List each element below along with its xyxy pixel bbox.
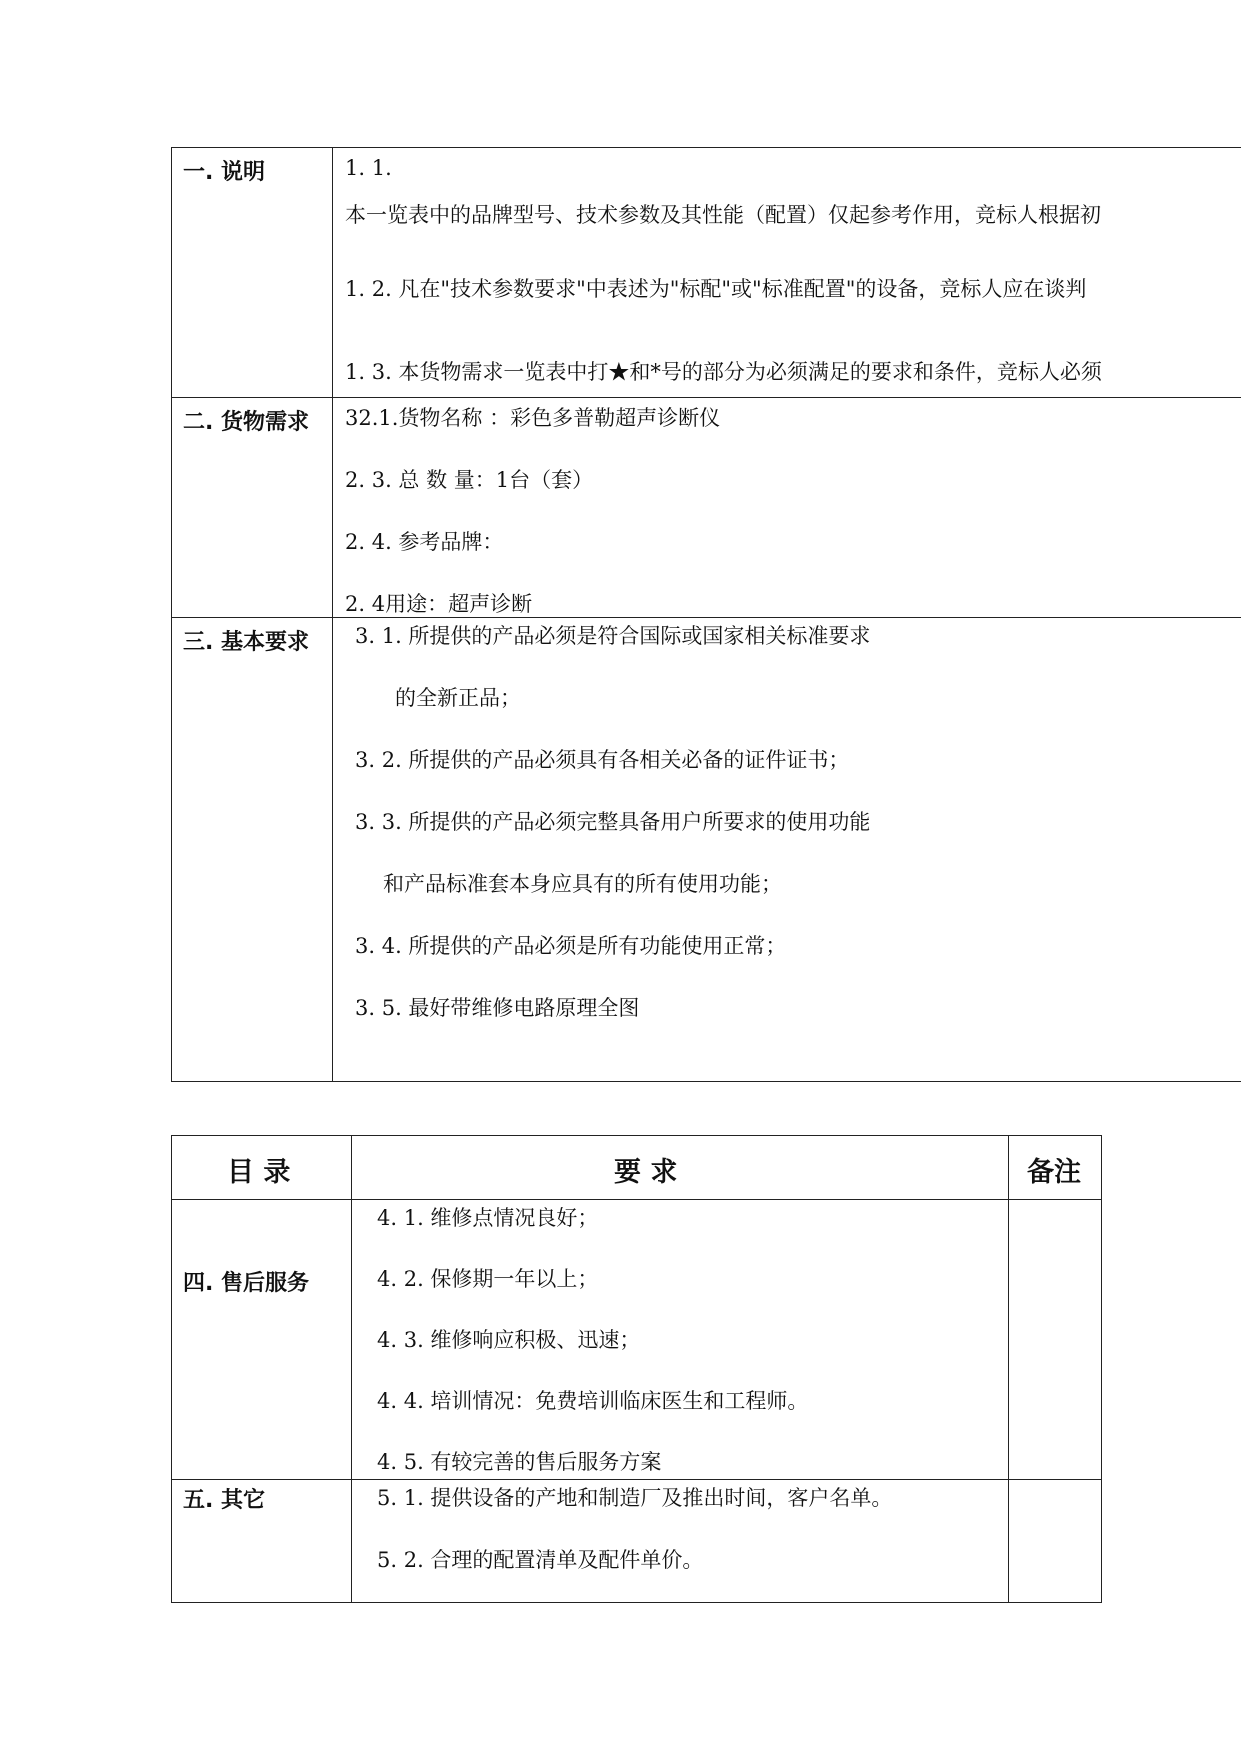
basic-line-6: 3. 4. 所提供的产品必须是所有功能使用正常；: [355, 934, 787, 958]
header-catalog: 目 录: [227, 1157, 291, 1188]
basic-line-1: 3. 1. 所提供的产品必须是符合国际或国家相关标准要求: [355, 624, 871, 648]
basic-line-4: 3. 3. 所提供的产品必须完整具备用户所要求的使用功能: [355, 810, 871, 834]
others-line-1: 5. 1. 提供设备的产地和制造厂及推出时间，客户名单。: [377, 1486, 893, 1510]
explanation-line-1: 1. 1.: [345, 156, 392, 180]
row-divider: [172, 1199, 1101, 1200]
others-line-2: 5. 2. 合理的配置清单及配件单价。: [377, 1548, 704, 1572]
explanation-content: [333, 148, 1241, 397]
table-row-explanation: [171, 147, 1241, 397]
goods-line-3: 2. 4. 参考品牌：: [345, 530, 504, 554]
explanation-line-2: 本一览表中的品牌型号、技术参数及其性能（配置）仅起参考作用，竞标人根据初: [345, 203, 1101, 227]
category-after-sales: 四. 售后服务: [183, 1271, 310, 1296]
basic-line-7: 3. 5. 最好带维修电路原理全图: [355, 996, 640, 1020]
after-sales-line-3: 4. 3. 维修响应积极、迅速；: [377, 1328, 641, 1352]
category-others: 五. 其它: [183, 1488, 266, 1513]
basic-line-5: 和产品标准套本身应具有的所有使用功能；: [383, 872, 782, 896]
row-divider: [172, 1479, 1101, 1480]
table-row-goods: [171, 397, 1241, 617]
explanation-line-4: 1. 3. 本货物需求一览表中打★和*号的部分为必须满足的要求和条件，竞标人必须: [345, 360, 1102, 384]
requirements-table: [171, 147, 1241, 1082]
column-divider: [1008, 1136, 1009, 1602]
table-row-basic: [171, 617, 1241, 1082]
goods-line-1: 32.1.货物名称 ：彩色多普勒超声诊断仪: [345, 406, 721, 430]
explanation-line-3: 1. 2. 凡在"技术参数要求"中表述为"标配"或"标准配置"的设备，竞标人应在谈判: [345, 277, 1087, 301]
header-requirement: 要 求: [614, 1157, 678, 1188]
goods-line-4: 2. 4用途：超声诊断: [345, 592, 533, 616]
basic-line-2: 的全新正品；: [395, 686, 521, 710]
column-divider: [351, 1136, 352, 1602]
category-basic: 三. 基本要求: [172, 618, 333, 1081]
after-sales-line-1: 4. 1. 维修点情况良好；: [377, 1206, 599, 1230]
after-sales-line-2: 4. 2. 保修期一年以上；: [377, 1267, 599, 1291]
service-table: [171, 1135, 1102, 1603]
category-goods: 二. 货物需求: [172, 398, 333, 617]
basic-line-3: 3. 2. 所提供的产品必须具有各相关必备的证件证书；: [355, 748, 850, 772]
header-remark: 备注: [1027, 1157, 1081, 1188]
goods-content: [333, 398, 1241, 617]
goods-line-2: 2. 3. 总 数 量：1台（套）: [345, 468, 594, 492]
after-sales-line-5: 4. 5. 有较完善的售后服务方案: [377, 1450, 662, 1474]
after-sales-line-4: 4. 4. 培训情况：免费培训临床医生和工程师。: [377, 1389, 809, 1413]
basic-content: [333, 618, 1241, 1081]
category-explanation: 一. 说明: [172, 148, 333, 397]
